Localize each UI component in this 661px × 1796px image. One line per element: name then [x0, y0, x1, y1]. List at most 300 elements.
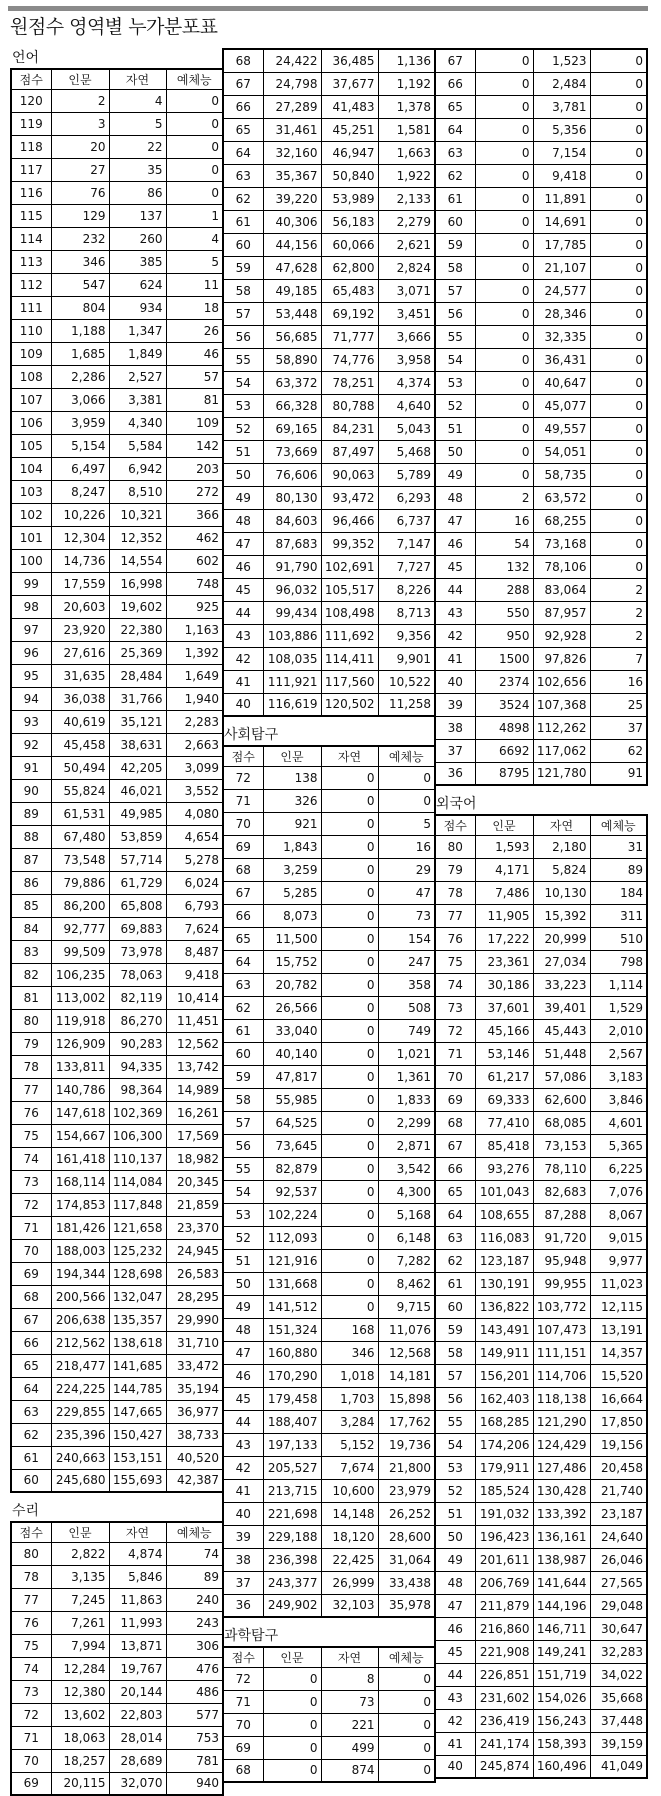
column-1 — [10, 48, 222, 1796]
value-cell: 82,683 — [533, 1180, 590, 1203]
value-cell: 53,146 — [475, 1042, 533, 1065]
table-row — [223, 210, 435, 233]
table-row — [435, 647, 647, 670]
value-cell: 102,369 — [109, 1101, 166, 1124]
value-cell: 0 — [321, 1111, 378, 1134]
table-row — [223, 1226, 435, 1249]
value-cell: 5,152 — [321, 1433, 378, 1456]
score-cell: 54 — [223, 1180, 263, 1203]
value-cell: 0 — [475, 463, 533, 486]
value-cell: 6692 — [475, 739, 533, 762]
value-cell: 2 — [590, 578, 647, 601]
value-cell: 4,374 — [378, 371, 435, 394]
value-cell: 32,283 — [590, 1640, 647, 1663]
score-cell: 66 — [11, 1331, 51, 1354]
score-cell: 101 — [11, 526, 51, 549]
table-row — [435, 417, 647, 440]
value-cell: 0 — [590, 164, 647, 187]
score-cell: 37 — [223, 1571, 263, 1594]
table-row — [11, 1101, 223, 1124]
score-cell: 94 — [11, 687, 51, 710]
value-cell: 35,668 — [590, 1686, 647, 1709]
value-cell: 55,985 — [263, 1088, 321, 1111]
column-header: 점수 — [223, 746, 263, 766]
value-cell: 25 — [590, 693, 647, 716]
value-cell: 0 — [166, 135, 223, 158]
value-cell: 99,509 — [51, 940, 109, 963]
value-cell: 46,021 — [109, 779, 166, 802]
value-cell: 50,494 — [51, 756, 109, 779]
value-cell: 67,480 — [51, 825, 109, 848]
score-cell: 90 — [11, 779, 51, 802]
value-cell: 0 — [166, 158, 223, 181]
value-cell: 10,130 — [533, 881, 590, 904]
value-cell: 35,367 — [263, 164, 321, 187]
value-cell: 16 — [590, 670, 647, 693]
value-cell: 13,191 — [590, 1318, 647, 1341]
value-cell: 2,824 — [378, 256, 435, 279]
table-row — [223, 371, 435, 394]
value-cell: 37 — [590, 716, 647, 739]
table-row — [223, 417, 435, 440]
table-row — [11, 1749, 223, 1772]
score-cell: 50 — [435, 1525, 475, 1548]
table-row — [11, 1611, 223, 1634]
value-cell: 23,920 — [51, 618, 109, 641]
value-cell: 0 — [321, 1226, 378, 1249]
value-cell: 1,703 — [321, 1387, 378, 1410]
score-cell: 60 — [223, 1042, 263, 1065]
table-row — [223, 532, 435, 555]
value-cell: 185,524 — [475, 1479, 533, 1502]
table-row — [11, 1147, 223, 1170]
value-cell: 0 — [321, 950, 378, 973]
column-header: 점수 — [11, 69, 51, 89]
value-cell: 28,689 — [109, 1749, 166, 1772]
value-cell: 136,161 — [533, 1525, 590, 1548]
value-cell: 0 — [321, 1157, 378, 1180]
table-row — [435, 1594, 647, 1617]
value-cell: 13,742 — [166, 1055, 223, 1078]
value-cell: 23,187 — [590, 1502, 647, 1525]
table-row — [11, 112, 223, 135]
value-cell: 306 — [166, 1634, 223, 1657]
value-cell: 241,174 — [475, 1732, 533, 1755]
value-cell: 1,163 — [166, 618, 223, 641]
value-cell: 5,846 — [109, 1565, 166, 1588]
value-cell: 1,114 — [590, 973, 647, 996]
value-cell: 0 — [263, 1713, 321, 1736]
value-cell: 12,284 — [51, 1657, 109, 1680]
value-cell: 8,487 — [166, 940, 223, 963]
value-cell: 117,848 — [109, 1193, 166, 1216]
value-cell: 17,762 — [378, 1410, 435, 1433]
table-science — [222, 1646, 436, 1783]
value-cell: 27,289 — [263, 95, 321, 118]
table-row — [223, 1111, 435, 1134]
score-cell: 41 — [435, 647, 475, 670]
value-cell: 14,357 — [590, 1341, 647, 1364]
value-cell: 31 — [590, 835, 647, 858]
value-cell: 128,698 — [109, 1262, 166, 1285]
table-row — [435, 1019, 647, 1042]
value-cell: 0 — [321, 858, 378, 881]
value-cell: 92,928 — [533, 624, 590, 647]
score-cell: 40 — [223, 693, 263, 716]
score-cell: 75 — [11, 1124, 51, 1147]
value-cell: 80,130 — [263, 486, 321, 509]
table-row — [435, 1341, 647, 1364]
value-cell: 89 — [590, 858, 647, 881]
value-cell: 6,225 — [590, 1157, 647, 1180]
score-cell: 76 — [11, 1611, 51, 1634]
score-cell: 63 — [435, 1226, 475, 1249]
score-cell: 95 — [11, 664, 51, 687]
table-row — [435, 670, 647, 693]
value-cell: 18,120 — [321, 1525, 378, 1548]
value-cell: 44,156 — [263, 233, 321, 256]
score-cell: 54 — [435, 348, 475, 371]
score-cell: 66 — [435, 1157, 475, 1180]
table-row — [223, 1157, 435, 1180]
value-cell: 1,649 — [166, 664, 223, 687]
value-cell: 7,282 — [378, 1249, 435, 1272]
score-cell: 59 — [435, 1318, 475, 1341]
value-cell: 34,022 — [590, 1663, 647, 1686]
value-cell: 4898 — [475, 716, 533, 739]
score-cell: 69 — [223, 1736, 263, 1759]
table-row — [223, 1019, 435, 1042]
table-row — [435, 1732, 647, 1755]
score-cell: 47 — [223, 1341, 263, 1364]
value-cell: 153,151 — [109, 1446, 166, 1469]
value-cell: 1,021 — [378, 1042, 435, 1065]
score-cell: 75 — [435, 950, 475, 973]
value-cell: 11,863 — [109, 1588, 166, 1611]
value-cell: 57,086 — [533, 1065, 590, 1088]
table-row — [435, 1272, 647, 1295]
value-cell: 2,567 — [590, 1042, 647, 1065]
score-cell: 84 — [11, 917, 51, 940]
score-cell: 60 — [223, 233, 263, 256]
value-cell: 23,370 — [166, 1216, 223, 1239]
header-row — [223, 1647, 435, 1667]
table-row — [11, 434, 223, 457]
value-cell: 90,063 — [321, 463, 378, 486]
table-row — [11, 1726, 223, 1749]
value-cell: 1,849 — [109, 342, 166, 365]
value-cell: 138,987 — [533, 1548, 590, 1571]
value-cell: 45,166 — [475, 1019, 533, 1042]
value-cell: 125,232 — [109, 1239, 166, 1262]
value-cell: 2 — [51, 89, 109, 112]
value-cell: 17,222 — [475, 927, 533, 950]
value-cell: 4,340 — [109, 411, 166, 434]
value-cell: 0 — [475, 72, 533, 95]
value-cell: 0 — [475, 394, 533, 417]
value-cell: 0 — [590, 279, 647, 302]
value-cell: 206,638 — [51, 1308, 109, 1331]
value-cell: 14,148 — [321, 1502, 378, 1525]
value-cell: 4,080 — [166, 802, 223, 825]
value-cell: 19,602 — [109, 595, 166, 618]
score-cell: 104 — [11, 457, 51, 480]
value-cell: 9,418 — [166, 963, 223, 986]
value-cell: 28,295 — [166, 1285, 223, 1308]
score-cell: 47 — [435, 1594, 475, 1617]
score-cell: 74 — [11, 1657, 51, 1680]
value-cell: 245,680 — [51, 1469, 109, 1492]
value-cell: 602 — [166, 549, 223, 572]
table-row — [223, 1065, 435, 1088]
value-cell: 39,401 — [533, 996, 590, 1019]
table-row — [223, 1713, 435, 1736]
value-cell: 89 — [166, 1565, 223, 1588]
value-cell: 23,979 — [378, 1479, 435, 1502]
score-cell: 61 — [435, 1272, 475, 1295]
score-cell: 74 — [11, 1147, 51, 1170]
value-cell: 133,392 — [533, 1502, 590, 1525]
table-row — [11, 365, 223, 388]
value-cell: 6,148 — [378, 1226, 435, 1249]
score-cell: 69 — [11, 1772, 51, 1795]
table-row — [435, 1571, 647, 1594]
value-cell: 0 — [590, 95, 647, 118]
table-row — [11, 1680, 223, 1703]
value-cell: 243 — [166, 1611, 223, 1634]
value-cell: 11,451 — [166, 1009, 223, 1032]
value-cell: 8,462 — [378, 1272, 435, 1295]
score-cell: 73 — [11, 1680, 51, 1703]
value-cell: 0 — [321, 1203, 378, 1226]
table-row — [223, 601, 435, 624]
value-cell: 2,822 — [51, 1542, 109, 1565]
value-cell: 132,047 — [109, 1285, 166, 1308]
table-row — [435, 1226, 647, 1249]
value-cell: 127,486 — [533, 1456, 590, 1479]
table-row — [435, 486, 647, 509]
value-cell: 73,669 — [263, 440, 321, 463]
score-cell: 38 — [223, 1548, 263, 1571]
value-cell: 21,107 — [533, 256, 590, 279]
table-row — [223, 1249, 435, 1272]
score-cell: 42 — [223, 647, 263, 670]
value-cell: 4 — [109, 89, 166, 112]
value-cell: 17,569 — [166, 1124, 223, 1147]
score-cell: 46 — [435, 532, 475, 555]
value-cell: 160,880 — [263, 1341, 321, 1364]
value-cell: 31,766 — [109, 687, 166, 710]
score-cell: 44 — [435, 578, 475, 601]
score-cell: 87 — [11, 848, 51, 871]
score-cell: 88 — [11, 825, 51, 848]
value-cell: 61,531 — [51, 802, 109, 825]
value-cell: 36,485 — [321, 49, 378, 72]
value-cell: 38,733 — [166, 1423, 223, 1446]
value-cell: 66,328 — [263, 394, 321, 417]
table-row — [223, 1479, 435, 1502]
value-cell: 0 — [321, 973, 378, 996]
table-row — [11, 480, 223, 503]
table-row — [11, 250, 223, 273]
value-cell: 7,994 — [51, 1634, 109, 1657]
score-cell: 64 — [223, 141, 263, 164]
score-cell: 41 — [223, 670, 263, 693]
score-cell: 52 — [223, 1226, 263, 1249]
score-cell: 63 — [435, 141, 475, 164]
value-cell: 63,372 — [263, 371, 321, 394]
score-cell: 43 — [223, 624, 263, 647]
value-cell: 6,497 — [51, 457, 109, 480]
value-cell: 41,483 — [321, 95, 378, 118]
score-cell: 67 — [223, 881, 263, 904]
value-cell: 174,853 — [51, 1193, 109, 1216]
value-cell: 15,898 — [378, 1387, 435, 1410]
score-cell: 98 — [11, 595, 51, 618]
value-cell: 0 — [475, 325, 533, 348]
value-cell: 126,909 — [51, 1032, 109, 1055]
table-row — [11, 756, 223, 779]
value-cell: 0 — [590, 532, 647, 555]
score-cell: 73 — [11, 1170, 51, 1193]
value-cell: 7 — [590, 647, 647, 670]
value-cell: 0 — [590, 440, 647, 463]
section-title-science: 과학탐구 — [224, 1628, 279, 1644]
table-row — [435, 256, 647, 279]
value-cell: 2 — [590, 624, 647, 647]
value-cell: 8 — [321, 1667, 378, 1690]
score-cell: 120 — [11, 89, 51, 112]
table-row — [223, 394, 435, 417]
score-cell: 58 — [435, 1341, 475, 1364]
value-cell: 119,918 — [51, 1009, 109, 1032]
value-cell: 3,381 — [109, 388, 166, 411]
value-cell: 24,798 — [263, 72, 321, 95]
value-cell: 54 — [475, 532, 533, 555]
table-row — [223, 1456, 435, 1479]
value-cell: 10,414 — [166, 986, 223, 1009]
value-cell: 49,557 — [533, 417, 590, 440]
score-cell: 71 — [223, 1690, 263, 1713]
table-row — [11, 1331, 223, 1354]
value-cell: 16 — [378, 835, 435, 858]
value-cell: 3,451 — [378, 302, 435, 325]
value-cell: 547 — [51, 273, 109, 296]
value-cell: 151,719 — [533, 1663, 590, 1686]
table-row — [11, 1124, 223, 1147]
value-cell: 5 — [109, 112, 166, 135]
value-cell: 116,083 — [475, 1226, 533, 1249]
value-cell: 26 — [166, 319, 223, 342]
value-cell: 68,085 — [533, 1111, 590, 1134]
column-3 — [434, 48, 646, 1779]
score-cell: 74 — [435, 973, 475, 996]
value-cell: 0 — [475, 118, 533, 141]
table-row — [435, 302, 647, 325]
table-row — [223, 486, 435, 509]
score-cell: 64 — [435, 118, 475, 141]
value-cell: 311 — [590, 904, 647, 927]
value-cell: 168 — [321, 1318, 378, 1341]
score-cell: 61 — [223, 210, 263, 233]
score-cell: 72 — [11, 1193, 51, 1216]
table-row — [223, 1180, 435, 1203]
value-cell: 550 — [475, 601, 533, 624]
value-cell: 7,727 — [378, 555, 435, 578]
table-row — [11, 871, 223, 894]
table-row — [11, 1009, 223, 1032]
score-cell: 80 — [11, 1009, 51, 1032]
table-row — [11, 779, 223, 802]
value-cell: 19,736 — [378, 1433, 435, 1456]
score-cell: 55 — [435, 1410, 475, 1433]
value-cell: 245,874 — [475, 1755, 533, 1778]
value-cell: 4,300 — [378, 1180, 435, 1203]
value-cell: 10,226 — [51, 503, 109, 526]
table-row — [435, 996, 647, 1019]
value-cell: 12,568 — [378, 1341, 435, 1364]
score-cell: 80 — [435, 835, 475, 858]
table-row — [11, 1285, 223, 1308]
value-cell: 3,183 — [590, 1065, 647, 1088]
value-cell: 31,064 — [378, 1548, 435, 1571]
value-cell: 69,165 — [263, 417, 321, 440]
value-cell: 1 — [166, 204, 223, 227]
value-cell: 184 — [590, 881, 647, 904]
value-cell: 247 — [378, 950, 435, 973]
score-cell: 63 — [223, 973, 263, 996]
score-cell: 54 — [435, 1433, 475, 1456]
table-row — [11, 687, 223, 710]
score-cell: 61 — [223, 1019, 263, 1042]
value-cell: 1,378 — [378, 95, 435, 118]
value-cell: 27,565 — [590, 1571, 647, 1594]
value-cell: 508 — [378, 996, 435, 1019]
value-cell: 12,562 — [166, 1032, 223, 1055]
table-row — [11, 1703, 223, 1726]
value-cell: 10,321 — [109, 503, 166, 526]
value-cell: 0 — [321, 1180, 378, 1203]
column-header: 인문 — [51, 1522, 109, 1542]
table-science-continued — [434, 48, 648, 786]
value-cell: 0 — [590, 302, 647, 325]
value-cell: 0 — [475, 164, 533, 187]
value-cell: 56,685 — [263, 325, 321, 348]
value-cell: 53,448 — [263, 302, 321, 325]
score-cell: 57 — [223, 302, 263, 325]
value-cell: 0 — [475, 141, 533, 164]
value-cell: 121,658 — [109, 1216, 166, 1239]
value-cell: 2,871 — [378, 1134, 435, 1157]
value-cell: 1,843 — [263, 835, 321, 858]
value-cell: 12,304 — [51, 526, 109, 549]
value-cell: 2 — [475, 486, 533, 509]
value-cell: 6,793 — [166, 894, 223, 917]
value-cell: 0 — [166, 89, 223, 112]
value-cell: 112,093 — [263, 1226, 321, 1249]
table-row — [223, 1690, 435, 1713]
value-cell: 4,874 — [109, 1542, 166, 1565]
value-cell: 243,377 — [263, 1571, 321, 1594]
value-cell: 20,603 — [51, 595, 109, 618]
column-header: 자연 — [321, 1647, 378, 1667]
score-cell: 82 — [11, 963, 51, 986]
table-row — [11, 1216, 223, 1239]
value-cell: 58,890 — [263, 348, 321, 371]
table-row — [435, 394, 647, 417]
score-cell: 73 — [435, 996, 475, 1019]
column-header: 인문 — [51, 69, 109, 89]
